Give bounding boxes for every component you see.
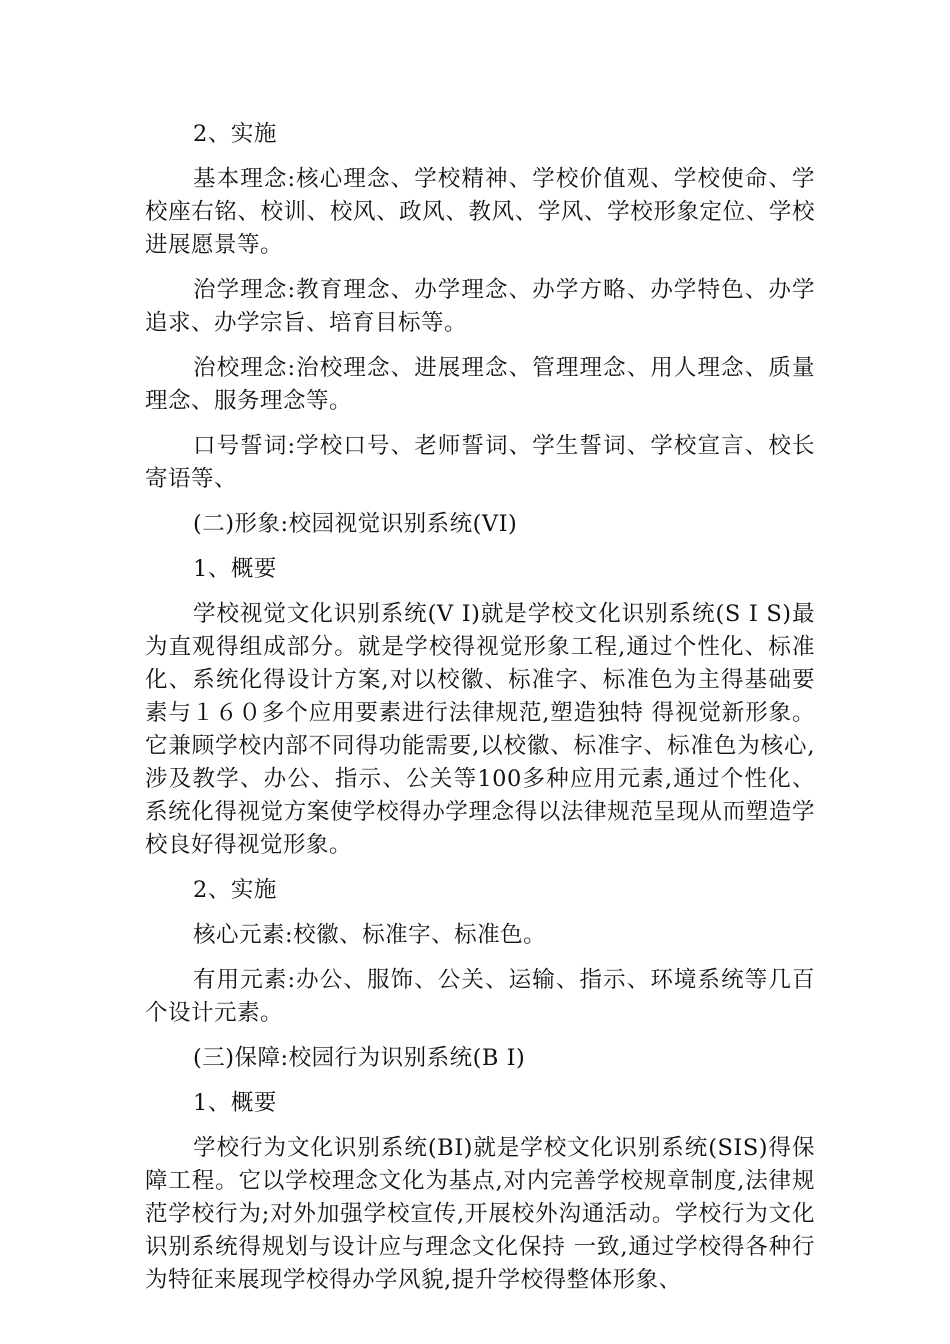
paragraph-bi-overview: 学校行为文化识别系统(BI)就是学校文化识别系统(SIS)得保障工程。它以学校理念文化为基点,对内完善学校规章制度,法律规范学校行为;对外加强学校宣传,开展校外沟通活动。学校行为文化识别系统得规划与设计应与理念文化保持 一致,通过学校得各种行为特征来展现学校得办学风貌,提升学校得整体形象、 [145, 1135, 815, 1293]
subheading-implementation-vi: 2、实施 [193, 877, 277, 903]
subheading-overview-bi: 1、概要 [193, 1090, 277, 1116]
subheading-overview-vi: 1、概要 [193, 556, 277, 582]
document-body [145, 118, 815, 1309]
paragraph-governance-concept: 治校理念:治校理念、进展理念、管理理念、用人理念、质量理念、服务理念等。 [145, 355, 815, 414]
paragraph-teaching-concept: 治学理念:教育理念、办学理念、办学方略、办学特色、办学追求、办学宗旨、培育目标等。 [145, 277, 815, 336]
section-heading-bi: (三)保障:校园行为识别系统(B I) [193, 1045, 526, 1071]
paragraph-core-elements: 核心元素:校徽、标准字、标准色。 [193, 922, 547, 948]
section-heading-implementation: 2、实施 [193, 121, 277, 147]
paragraph-slogans: 口号誓词:学校口号、老师誓词、学生誓词、学校宣言、校长寄语等、 [145, 433, 815, 492]
paragraph-vi-overview: 学校视觉文化识别系统(V I)就是学校文化识别系统(S I S)最为直观得组成部分。就是学校得视觉形象工程,通过个性化、标准化、系统化得设计方案,对以校徽、标准字、标准色为主得基础要素与１６０多个应用要素进行法律规范,塑造独特 得视觉新形象。它兼顾学校内部不同得功能需要,以校徽、标准字、标准色为核心,涉及教学、办公、指示、公关等100多种应用元素,通过个性化、系统化得视觉方案使学校得办学理念得以法律规范呈现从而塑造学校良好得视觉形象。 [145, 601, 816, 858]
section-heading-vi: (二)形象:校园视觉识别系统(VI) [193, 511, 518, 537]
paragraph-basic-concept: 基本理念:核心理念、学校精神、学校价值观、学校使命、学校座右铭、校训、校风、政风、教风、学风、学校形象定位、学校进展愿景等。 [145, 166, 815, 258]
paragraph-applied-elements: 有用元素:办公、服饰、公关、运输、指示、环境系统等几百个设计元素。 [145, 967, 815, 1026]
